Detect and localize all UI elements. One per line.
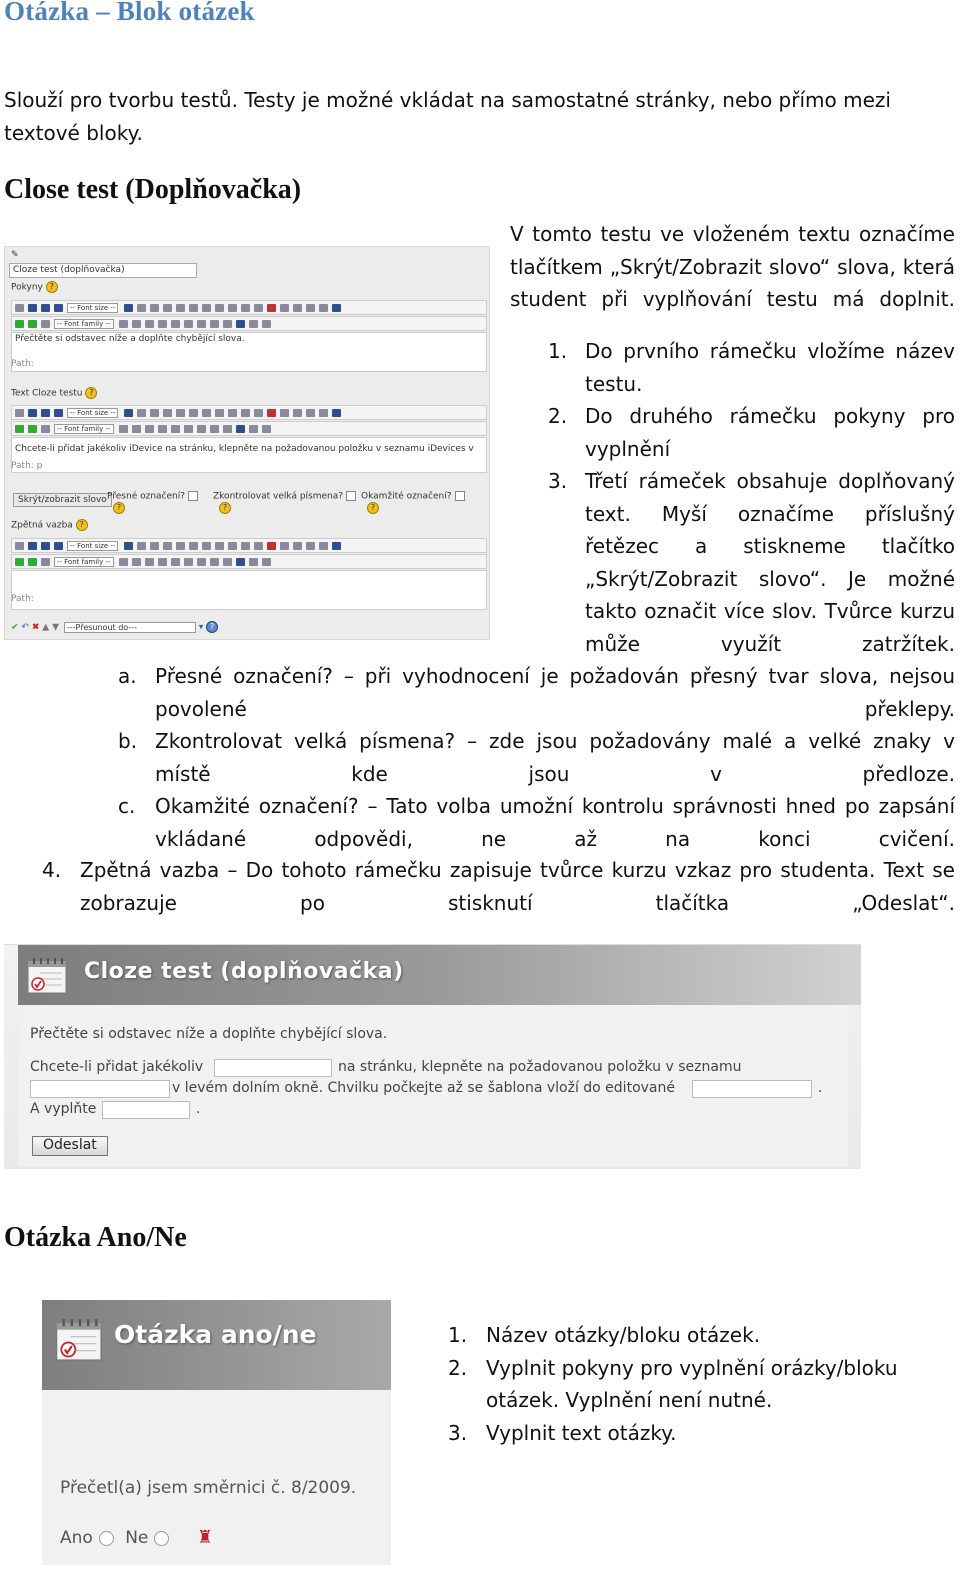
list-item: 3. Vyplnit text otázky.: [448, 1420, 677, 1445]
preview-header: [18, 945, 861, 1005]
toolbar-row: -- Font family --: [11, 554, 487, 569]
up-icon: ▲: [42, 622, 50, 633]
cloze-text-area: Chcete-li přidat jakékoliv iDevice na stránku, klepněte na požadovanou položku v seznamu iDevices v: [11, 437, 487, 473]
feedback-area: [11, 570, 487, 610]
path-label: Path: p: [11, 461, 43, 471]
editor-screenshot: [4, 246, 490, 640]
toolbar-row: -- Font family --: [11, 421, 487, 436]
list-item: 2. Vyplnit pokyny pro vyplnění orázky/bloku otázek. Vyplnění není nutné.: [448, 1355, 898, 1412]
toolbar-row: -- Font size --: [11, 300, 487, 315]
help-icon: ?: [46, 281, 58, 293]
list-item: 1. Do prvního rámečku vložíme název testu.: [548, 339, 955, 396]
feedback-label: Zpětná vazba ?: [11, 519, 88, 531]
toolbar-row: -- Font family --: [11, 316, 487, 331]
list-item: a. Přesné označení? – při vyhodnocení je požadován přesný tvar slova, nejsou povolené překlepy.: [118, 664, 955, 721]
cloze-blank-input[interactable]: [692, 1080, 812, 1098]
list-item: c. Okamžité označení? – Tato volba umožní kontrolu správnosti hned po zapsání vkládané odpovědi, ne až na konci cvičení.: [118, 794, 955, 851]
cloze-text: .: [196, 1101, 201, 1117]
section1-paragraph: V tomto testu ve vloženém textu označíme tlačítkem „Skrýt/Zobrazit slovo“ slova, která student při vyplňování testu má doplnit.: [510, 222, 955, 311]
list-item: 4. Zpětná vazba – Do tohoto rámečku zapisuje tvůrce kurzu vzkaz pro studenta. Text se zobrazuje po stisknutí tlačítka „Odeslat“.: [42, 858, 955, 915]
preview-title: Cloze test (doplňovačka): [84, 959, 404, 984]
no-label: Ne: [125, 1528, 149, 1548]
help-icon: ?: [76, 519, 88, 531]
delete-icon: ✖: [31, 622, 40, 633]
down-icon: ▼: [52, 622, 59, 633]
instruction-text: Přečtěte si odstavec níže a doplňte chybějící slova.: [30, 1026, 388, 1042]
notepad-icon: [52, 1314, 108, 1364]
undo-icon: ↶: [21, 622, 29, 633]
yesno-preview: [42, 1300, 391, 1565]
option-exact: Přesné označení? ?: [107, 491, 198, 514]
list-item: 2. Do druhého rámečku pokyny pro vyplnění: [548, 404, 955, 461]
cloze-text: v levém dolním okně. Chvilku počkejte až se šablona vloží do editované: [172, 1080, 675, 1096]
cloze-text: .: [818, 1080, 823, 1096]
toolbar-row: -- Font size --: [11, 538, 487, 553]
bottom-controls: [11, 621, 218, 633]
list-item: b. Zkontrolovat velká písmena? – zde jsou požadovány malé a velké znaky v místě kde jsou v předloze.: [118, 729, 955, 786]
cloze-blank-input[interactable]: [102, 1101, 190, 1119]
no-radio[interactable]: [154, 1531, 169, 1546]
preview-header: [42, 1300, 391, 1390]
path-label: Path:: [11, 359, 34, 369]
sub-list: [118, 660, 955, 855]
yes-label: Ano: [60, 1528, 93, 1548]
pokyny-area: Přečtěte si odstavec níže a doplňte chybějící slova.: [11, 332, 487, 372]
cloze-text: A vyplňte: [30, 1101, 97, 1117]
section-heading-yesno: Otázka Ano/Ne: [4, 1222, 187, 1253]
section-heading-cloze: Close test (Doplňovačka): [4, 174, 302, 205]
numbered-list: [448, 1319, 955, 1449]
option-case: Zkontrolovat velká písmena? ?: [213, 491, 356, 514]
move-select: ---Přesunout do---: [64, 622, 196, 633]
statement-text: Přečetl(a) jsem směrnici č. 8/2009.: [60, 1478, 357, 1498]
pokyny-label: Pokyny ?: [11, 281, 58, 293]
hint-icon[interactable]: ♜: [196, 1527, 213, 1548]
numbered-list: [548, 335, 955, 660]
cloze-preview: [4, 944, 861, 1169]
help-icon: ?: [85, 387, 97, 399]
toolbar-row: -- Font size --: [11, 405, 487, 420]
list-item: 1. Název otázky/bloku otázek.: [448, 1323, 761, 1347]
edit-icon: ✎: [11, 250, 19, 260]
cloze-blank-input[interactable]: [30, 1080, 170, 1098]
option-instant: Okamžité označení? ?: [361, 491, 465, 514]
preview-title: Otázka ano/ne: [114, 1320, 317, 1349]
chevron-down-icon: ▾: [198, 622, 204, 633]
cloze-blank-input[interactable]: [214, 1059, 332, 1077]
cloze-text: Chcete-li přidat jakékoliv: [30, 1059, 204, 1075]
page-title: Otázka – Blok otázek: [4, 0, 255, 26]
check-icon: ✔: [11, 622, 19, 633]
cloze-text: na stránku, klepněte na požadovanou položku v seznamu: [338, 1059, 742, 1075]
yesno-options: [60, 1527, 213, 1548]
path-label: Path:: [11, 594, 34, 604]
preview-body: [18, 1005, 848, 1167]
notepad-icon: [24, 955, 72, 995]
hide-show-word-button: Skrýt/zobrazit slovo: [13, 493, 112, 507]
submit-button[interactable]: Odeslat: [32, 1136, 108, 1156]
intro-paragraph: Slouží pro tvorbu testů. Testy je možné vkládat na samostatné stránky, nebo přímo mezi textové bloky.: [4, 88, 891, 145]
yes-radio[interactable]: [99, 1531, 114, 1546]
title-field: Cloze test (doplňovačka): [9, 263, 197, 278]
help-icon: ?: [206, 621, 218, 633]
list-item: 3. Třetí rámeček obsahuje doplňovaný text. Myší označíme příslušný řetězec a stiskneme tlačítko „Skrýt/Zobrazit slovo“. Je možné takto označit více slov. Tvůrce kurzu může využít zatržítek.: [548, 469, 955, 656]
text-label: Text Cloze testu ?: [11, 387, 97, 399]
